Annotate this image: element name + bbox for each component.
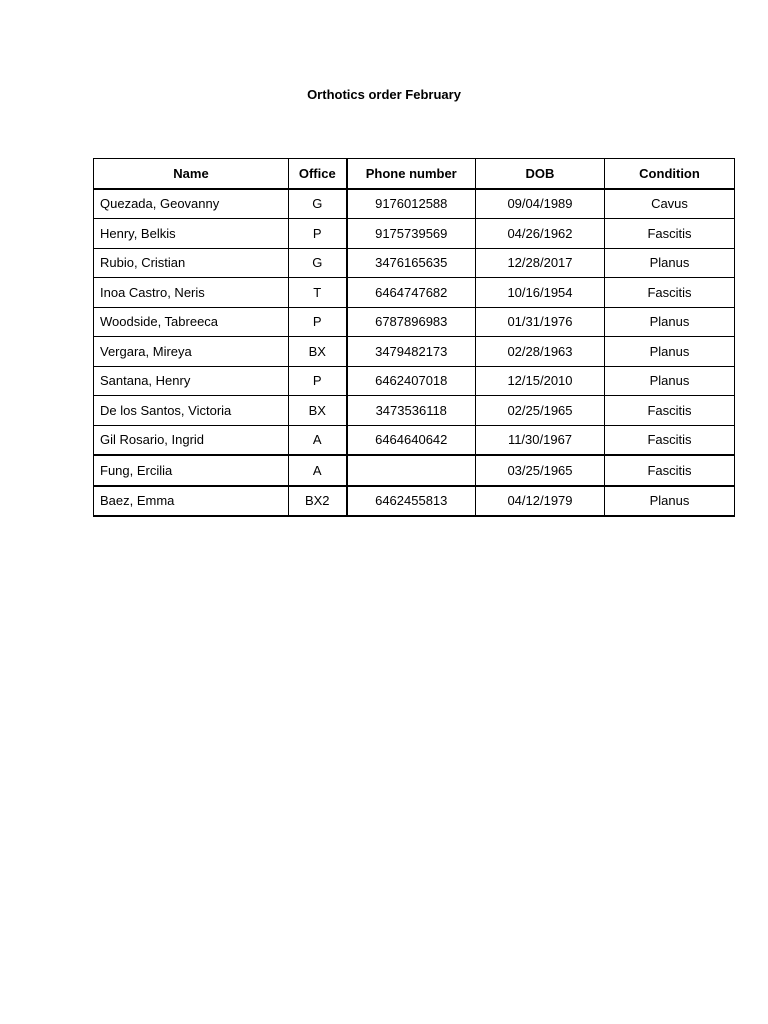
header-phone-number: Phone number: [347, 159, 476, 189]
cell-dob: 09/04/1989: [476, 189, 605, 219]
cell-name: Rubio, Cristian: [94, 248, 289, 278]
table-row: [94, 248, 735, 278]
cell-condition: Planus: [605, 307, 735, 337]
cell-phone-number: 6787896983: [347, 307, 476, 337]
cell-condition: Planus: [605, 486, 735, 517]
table-row: [94, 366, 735, 396]
cell-name: Henry, Belkis: [94, 219, 289, 249]
cell-name: Quezada, Geovanny: [94, 189, 289, 219]
table-row: [94, 219, 735, 249]
cell-office: BX: [289, 396, 347, 426]
table-row: [94, 455, 735, 486]
cell-phone-number: [347, 455, 476, 486]
table-row: [94, 337, 735, 367]
cell-office: G: [289, 189, 347, 219]
cell-dob: 03/25/1965: [476, 455, 605, 486]
table-row: [94, 307, 735, 337]
cell-dob: 12/15/2010: [476, 366, 605, 396]
header-condition: Condition: [605, 159, 735, 189]
header-dob: DOB: [476, 159, 605, 189]
cell-condition: Planus: [605, 248, 735, 278]
cell-office: P: [289, 307, 347, 337]
cell-office: BX2: [289, 486, 347, 517]
cell-phone-number: 6464640642: [347, 425, 476, 455]
table-row: [94, 425, 735, 455]
cell-office: P: [289, 366, 347, 396]
cell-office: BX: [289, 337, 347, 367]
cell-dob: 02/28/1963: [476, 337, 605, 367]
cell-condition: Fascitis: [605, 396, 735, 426]
header-name: Name: [94, 159, 289, 189]
cell-office: G: [289, 248, 347, 278]
cell-condition: Planus: [605, 337, 735, 367]
cell-condition: Fascitis: [605, 278, 735, 308]
cell-office: T: [289, 278, 347, 308]
cell-dob: 02/25/1965: [476, 396, 605, 426]
orders-table: [93, 158, 735, 517]
table-row: [94, 278, 735, 308]
table-row: [94, 486, 735, 517]
cell-phone-number: 6462407018: [347, 366, 476, 396]
cell-name: Gil Rosario, Ingrid: [94, 425, 289, 455]
cell-name: Santana, Henry: [94, 366, 289, 396]
cell-phone-number: 9175739569: [347, 219, 476, 249]
cell-condition: Fascitis: [605, 425, 735, 455]
cell-phone-number: 3479482173: [347, 337, 476, 367]
cell-phone-number: 6462455813: [347, 486, 476, 517]
cell-phone-number: 9176012588: [347, 189, 476, 219]
table-row: [94, 189, 735, 219]
cell-condition: Fascitis: [605, 455, 735, 486]
cell-name: Fung, Ercilia: [94, 455, 289, 486]
cell-condition: Planus: [605, 366, 735, 396]
cell-dob: 01/31/1976: [476, 307, 605, 337]
cell-phone-number: 6464747682: [347, 278, 476, 308]
header-office: Office: [289, 159, 347, 189]
cell-condition: Fascitis: [605, 219, 735, 249]
cell-condition: Cavus: [605, 189, 735, 219]
cell-dob: 10/16/1954: [476, 278, 605, 308]
cell-office: P: [289, 219, 347, 249]
cell-office: A: [289, 455, 347, 486]
cell-office: A: [289, 425, 347, 455]
cell-name: Inoa Castro, Neris: [94, 278, 289, 308]
cell-dob: 04/12/1979: [476, 486, 605, 517]
cell-dob: 04/26/1962: [476, 219, 605, 249]
cell-dob: 12/28/2017: [476, 248, 605, 278]
cell-name: De los Santos, Victoria: [94, 396, 289, 426]
cell-phone-number: 3476165635: [347, 248, 476, 278]
page-title: Orthotics order February: [307, 87, 461, 102]
cell-name: Woodside, Tabreeca: [94, 307, 289, 337]
cell-name: Vergara, Mireya: [94, 337, 289, 367]
cell-dob: 11/30/1967: [476, 425, 605, 455]
cell-name: Baez, Emma: [94, 486, 289, 517]
table-header-row: [94, 159, 735, 189]
table-row: [94, 396, 735, 426]
cell-phone-number: 3473536118: [347, 396, 476, 426]
